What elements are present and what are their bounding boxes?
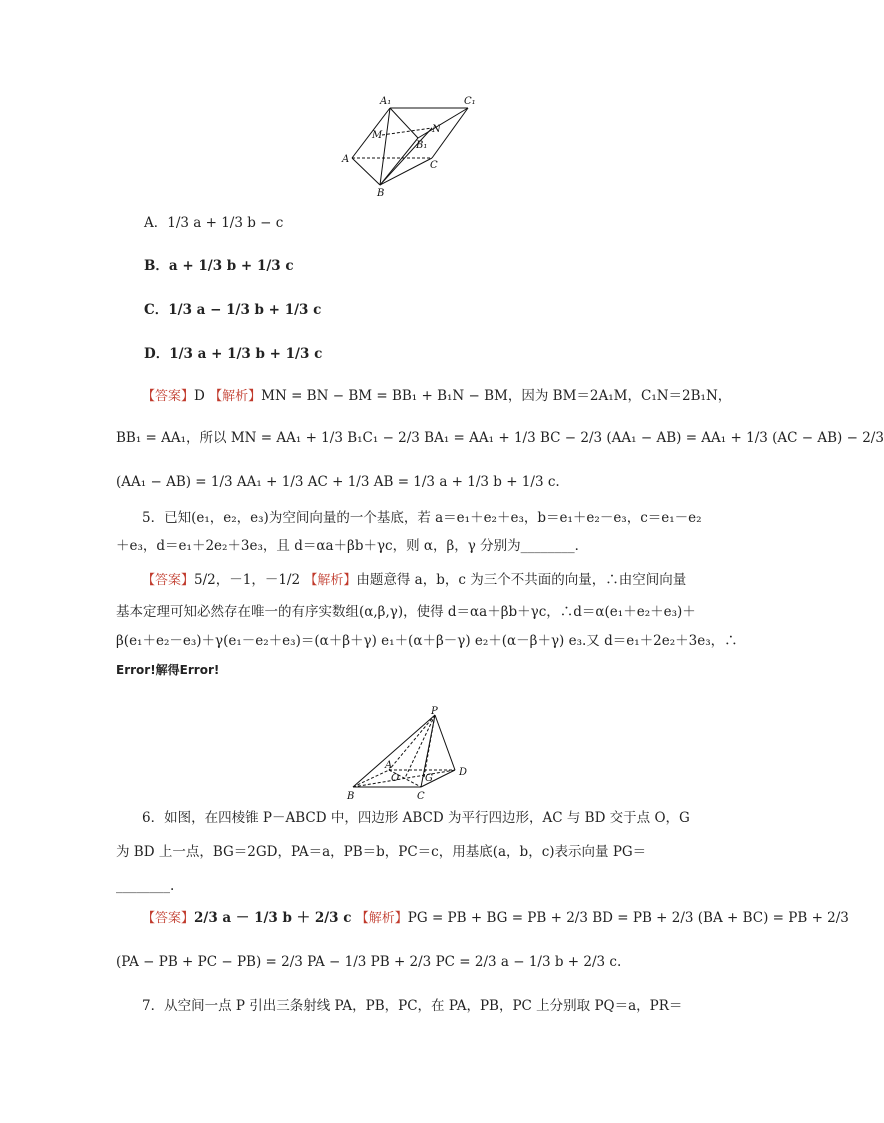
- answer5-line4: Error!解得Error!: [116, 663, 220, 677]
- option-text: 1/3 a + 1/3 b + 1/3 c: [169, 346, 323, 362]
- analysis-tag: 【解析】: [304, 573, 357, 588]
- label-A1: A₁: [380, 96, 392, 107]
- label-G: G: [425, 773, 433, 784]
- analysis-tag: 【解析】: [355, 911, 408, 926]
- answer-value: 2/3 a － 1/3 b ＋ 2/3 c: [194, 910, 352, 926]
- option-letter: D．: [144, 346, 170, 362]
- label-A: A: [342, 154, 350, 165]
- option-letter: C．: [144, 302, 169, 318]
- answer5-line2: 基本定理可知必然存在唯一的有序实数组(α,β,γ)，使得 d＝αa＋βb＋γc，∴d＝α(e₁＋e₂＋e₃)＋: [116, 604, 696, 620]
- label-M: M: [372, 130, 383, 141]
- answer5-line1: [116, 570, 687, 591]
- q6-line3: ________.: [116, 878, 175, 894]
- answer-tag: 【答案】: [142, 911, 195, 926]
- option-letter: A．: [144, 215, 168, 231]
- analysis-tag: 【解析】: [209, 389, 262, 404]
- label-N: N: [432, 124, 441, 135]
- option-text: a + 1/3 b + 1/3 c: [168, 258, 294, 274]
- prism-figure: [340, 90, 490, 200]
- answer4-line3: (AA₁ − AB) = 1/3 AA₁ + 1/3 AC + 1/3 AB = 1/3 a + 1/3 b + 1/3 c.: [116, 474, 560, 490]
- label-C: C: [417, 791, 425, 802]
- label-B: B: [347, 791, 355, 802]
- option-text: 1/3 a − 1/3 b + 1/3 c: [168, 302, 322, 318]
- option-c: [144, 300, 321, 320]
- option-text: 1/3 a + 1/3 b − c: [167, 215, 284, 231]
- answer-tag: 【答案】: [142, 389, 195, 404]
- q6-line1: 6．如图，在四棱锥 P－ABCD 中，四边形 ABCD 为平行四边形，AC 与 BD 交于点 O，G: [142, 810, 690, 826]
- label-B1: B₁: [416, 140, 428, 151]
- answer5-line3: β(e₁＋e₂－e₃)＋γ(e₁－e₂＋e₃)＝(α＋β＋γ) e₁＋(α＋β－γ) e₂＋(α－β＋γ) e₃.又 d＝e₁＋2e₂＋3e₃，∴: [116, 633, 738, 649]
- answer5-text1: 由题意得 a，b，c 为三个不共面的向量，∴由空间向量: [356, 572, 687, 588]
- q5-line2: ＋e₃，d＝e₁＋2e₂＋3e₃，且 d＝αa＋βb＋γc，则 α，β，γ 分别为________．: [116, 538, 589, 554]
- answer4-text1: MN = BN − BM = BB₁ + B₁N − BM，因为 BM＝2A₁M，C₁N＝2B₁N，: [261, 388, 732, 404]
- label-B: B: [377, 188, 385, 199]
- label-O: O: [391, 773, 400, 784]
- answer6-line1: [116, 908, 849, 929]
- label-A: A: [385, 760, 393, 771]
- answer-value: D: [194, 388, 205, 404]
- answer-tag: 【答案】: [142, 573, 195, 588]
- option-letter: B．: [144, 258, 169, 274]
- q5-line1: 5．已知(e₁，e₂，e₃)为空间向量的一个基底，若 a＝e₁＋e₂＋e₃，b＝e₁＋e₂－e₃，c＝e₁－e₂: [142, 510, 702, 526]
- label-C1: C₁: [464, 96, 476, 107]
- q7-line1: 7．从空间一点 P 引出三条射线 PA，PB，PC，在 PA，PB，PC 上分别取 PQ＝a，PR＝: [142, 998, 683, 1014]
- answer-value: 5/2，－1，－1/2: [194, 572, 301, 588]
- q6-line2: 为 BD 上一点，BG＝2GD，PA＝a，PB＝b，PC＝c，用基底(a，b，c)表示向量 PG＝: [116, 844, 647, 860]
- answer6-line2: (PA − PB + PC − PB) = 2/3 PA − 1/3 PB + 2/3 PC = 2/3 a − 1/3 b + 2/3 c.: [116, 954, 622, 970]
- answer4-line1: [116, 386, 732, 407]
- label-D: D: [459, 767, 468, 778]
- answer4-line2: BB₁ = AA₁，所以 MN = AA₁ + 1/3 B₁C₁ − 2/3 BA₁ = AA₁ + 1/3 BC − 2/3 (AA₁ − AB) = AA₁ + 1/3 (AC − AB) − 2/3: [116, 430, 884, 446]
- answer6-text1: PG = PB + BG = PB + 2/3 BD = PB + 2/3 (BA + BC) = PB + 2/3: [407, 910, 849, 926]
- option-a: [144, 213, 283, 233]
- label-C: C: [430, 160, 438, 171]
- option-d: [144, 344, 322, 364]
- pyramid-figure: [345, 705, 480, 805]
- label-P: P: [431, 706, 438, 717]
- option-b: [144, 256, 294, 276]
